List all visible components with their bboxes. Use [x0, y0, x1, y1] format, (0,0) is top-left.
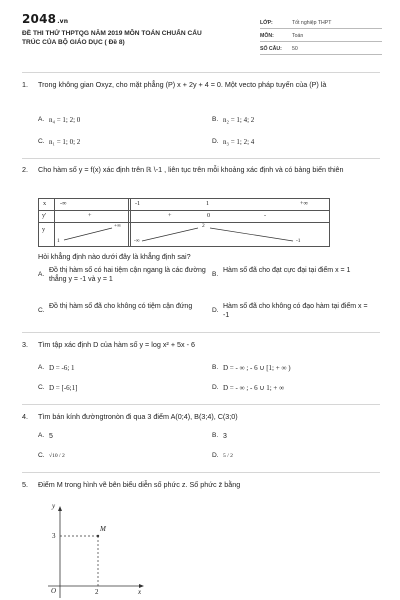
question-number: 5.: [22, 480, 28, 489]
divider: [22, 332, 380, 333]
option-1b[interactable]: B. n₂ = 1; 4; 2: [212, 116, 255, 124]
option-1c[interactable]: C. n₁ = 1; 0; 2: [38, 138, 81, 146]
option-4d[interactable]: D. 5 / 2: [212, 452, 233, 459]
exam-title: [22, 30, 242, 47]
option-2a[interactable]: A. Đồ thị hàm số có hai tiệm cận ngang là các đường thẳng y = -1 và y = 1: [38, 267, 206, 283]
option-3d[interactable]: D. D = - ∞ ; - 6 ∪ 1; + ∞: [212, 384, 285, 392]
x-axis-label: x: [138, 588, 142, 596]
divider: [22, 472, 380, 473]
y-tick-label: 3: [52, 532, 56, 540]
variation-arrows: [38, 198, 330, 247]
question-5: [22, 480, 382, 490]
option-4c[interactable]: C. √10 / 2: [38, 452, 65, 459]
question-text: Tìm bán kính đườngtronòn đi qua 3 điểm A(0;4), B(3;4), C(3;0): [38, 412, 238, 421]
question-subtext: Hỏi khẳng định nào dưới đây là khẳng định sai?: [38, 252, 191, 261]
y-axis-label: y: [52, 502, 56, 510]
option-3a[interactable]: A. D = -6; 1: [38, 364, 75, 372]
divider: [22, 158, 380, 159]
option-4a[interactable]: A. 5: [38, 432, 53, 440]
table-x-label: x: [43, 200, 47, 207]
exam-header: [22, 12, 382, 58]
point-m-label: M: [100, 525, 106, 533]
exam-meta: [260, 16, 382, 55]
variation-table: x -∞ -1 1 +∞ y' + + 0 - y 1 +∞ -∞ 2 -1: [38, 198, 330, 247]
question-number: 4.: [22, 412, 28, 421]
question-number: 2.: [22, 165, 28, 174]
question-1: [22, 80, 382, 90]
exam-title-line-1: ĐỀ THI THỬ THPTQG NĂM 2019 MÔN TOÁN CHUẨN CẤU: [22, 30, 202, 37]
option-3b[interactable]: B. D = - ∞ ; - 6 ∪ [1; + ∞ ): [212, 364, 291, 372]
x-tick-label: 2: [95, 588, 99, 596]
question-text: Cho hàm số y = f(x) xác định trên ℝ \-1 , liên tục trên mỗi khoảng xác định và có bảng biến thiên: [38, 165, 344, 174]
question-2-prompt: [22, 252, 382, 262]
divider: [22, 72, 380, 73]
coordinate-axes: [38, 500, 148, 600]
site-logo[interactable]: 2048.vn: [22, 12, 69, 26]
question-text: Tìm tập xác định D của hàm số y = log x² + 5x - 6: [38, 340, 195, 349]
table-y-label: y: [42, 226, 46, 233]
question-number: 3.: [22, 340, 28, 349]
meta-row-class: LỚP: Tốt nghiệp THPT: [260, 16, 382, 29]
question-4: [22, 412, 382, 422]
question-text: Điểm M trong hình vẽ bên biểu diễn số phức z. Số phức z̄ bằng: [38, 480, 241, 489]
option-2c[interactable]: C. Đồ thị hàm số đã cho không có tiệm cận đứng: [38, 303, 193, 314]
complex-plane-figure: [38, 500, 148, 600]
question-3: [22, 340, 382, 350]
option-1d[interactable]: D. n₃ = 1; 2; 4: [212, 138, 255, 146]
option-2b[interactable]: B. Hàm số đã cho đạt cực đại tại điểm x = 1: [212, 267, 351, 278]
exam-title-line-2: TRÚC CỦA BỘ GIÁO DỤC ( Đề 8): [22, 38, 125, 46]
meta-row-count: SỐ CÂU: 50: [260, 42, 382, 55]
option-3c[interactable]: C. D = [-6;1]: [38, 384, 78, 392]
table-yprime-label: y': [42, 212, 47, 219]
question-2: [22, 165, 382, 175]
question-text: Trong không gian Oxyz, cho mặt phẳng (P) x + 2y + 4 = 0. Một vecto pháp tuyến của (P) là: [38, 80, 327, 89]
divider: [22, 404, 380, 405]
option-2d[interactable]: D. Hàm số đã cho không có đạo hàm tại điểm x = -1: [212, 303, 368, 319]
meta-row-subject: MÔN: Toán: [260, 29, 382, 42]
option-1a[interactable]: A. n₄ = 1; 2; 0: [38, 116, 81, 124]
origin-label: O: [51, 587, 57, 595]
option-4b[interactable]: B. 3: [212, 432, 227, 440]
question-number: 1.: [22, 80, 28, 89]
